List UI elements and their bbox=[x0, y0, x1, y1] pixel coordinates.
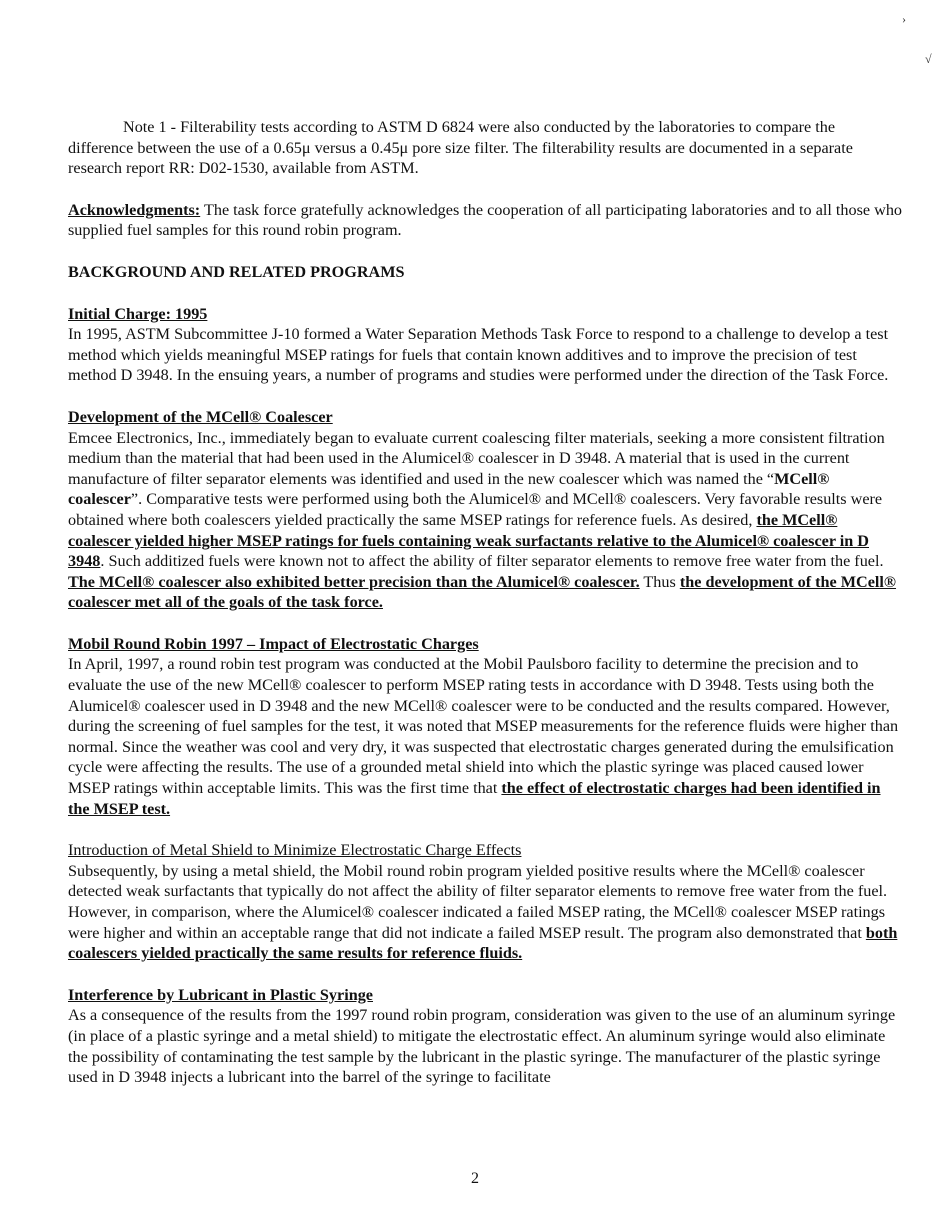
mobil-heading: Mobil Round Robin 1997 – Impact of Electrostatic Charges bbox=[68, 634, 479, 653]
acknowledgments-label: Acknowledgments: bbox=[68, 200, 201, 219]
development-heading: Development of the MCell® Coalescer bbox=[68, 407, 333, 426]
development-text bbox=[68, 428, 904, 613]
interference-text: As a consequence of the results from the 1997 round robin program, consideration was given to the use of an aluminum syringe (in place of a plastic syringe and a metal shield) to mitigate the electrostatic effect. An aluminum syringe would also eliminate the possibility of contaminating the test sample by the lubricant in the plastic syringe. The manufacturer of the plastic syringe used in D 3948 injects a lubricant into the barrel of the syringe to facilitate bbox=[68, 1006, 896, 1087]
shield-emphasis: both coalescers yielded practically the same results for reference fluids. bbox=[68, 923, 898, 963]
mobil-section bbox=[68, 634, 904, 819]
mobil-text-1: In April, 1997, a round robin test program was conducted at the Mobil Paulsboro facility to determine the precision and to evaluate the use of the new MCell® coalescer to perform MSEP rating tests in accordance with D 3948. Tests using both the Alumicel® coalescer used in D 3948 and the new MCell® coalescer were to be conducted and the results compared. However, during the screening of fuel samples for the test, it was noted that MSEP measurements for the reference fluids were higher than normal. Since the weather was cool and very dry, it was suspected that electrostatic charges generated during the emulsification cycle were affecting the results. The use of a grounded metal shield into which the plastic syringe was placed caused lower MSEP ratings within acceptable limits. This was the first time that bbox=[68, 655, 899, 798]
mobil-emphasis: the effect of electrostatic charges had been identified in the MSEP test. bbox=[68, 779, 881, 818]
interference-section bbox=[68, 985, 904, 1088]
margin-mark: › bbox=[902, 12, 906, 26]
initial-charge-heading: Initial Charge: 1995 bbox=[68, 304, 208, 323]
shield-heading: Introduction of Metal Shield to Minimize Electrostatic Charge Effects bbox=[68, 841, 522, 860]
initial-charge-text: In 1995, ASTM Subcommittee J-10 formed a Water Separation Methods Task Force to respond to a challenge to develop a test method which yields meaningful MSEP ratings for fuels that contain known additives and to improve the precision of test method D 3948. In the ensuing years, a number of programs and studies were performed under the direction of the Task Force. bbox=[68, 325, 889, 385]
development-text-1: Emcee Electronics, Inc., immediately began to evaluate current coalescing filter materials, seeking a more consistent filtration medium than the material that had been used in the Alumicel® coalescer in D 3948. A material that is used in the current manufacture of filter separator elements was identified and used in the new coalescer which was named the “ bbox=[68, 428, 885, 488]
initial-charge-section bbox=[68, 304, 904, 386]
page-number: 2 bbox=[471, 1170, 479, 1187]
interference-heading: Interference by Lubricant in Plastic Syringe bbox=[68, 985, 373, 1004]
shield-text bbox=[68, 861, 904, 964]
note-paragraph: Note 1 - Filterability tests according to ASTM D 6824 were also conducted by the laboratories to compare the difference between the use of a 0.65μ versus a 0.45μ pore size filter. The filterability results are documented in a separate research report RR: D02-1530, available from ASTM. bbox=[68, 118, 853, 178]
mcell-coalescer-name: MCell® coalescer bbox=[68, 469, 830, 509]
development-emphasis-2: The MCell® coalescer also exhibited better precision than the Alumicel® coalescer. bbox=[68, 572, 640, 591]
shield-text-1: Subsequently, by using a metal shield, the Mobil round robin program yielded positive results where the MCell® coalescer detected weak surfactants that typically do not affect the ability of filter separator elements to remove free water from the fuel. However, in comparison, where the Alumicel® coalescer indicated a failed MSEP rating, the MCell® coalescer MSEP ratings were higher and within an acceptable range that did not indicate a failed MSEP result. The program also demonstrated that bbox=[68, 861, 888, 942]
development-text-3: . Such additized fuels were known not to affect the ability of filter separator elements to remove free water from the fuel. bbox=[100, 552, 884, 571]
development-text-2: ”. Comparative tests were performed using both the Alumicel® and MCell® coalescers. Very favorable results were obtained where both coalescers yielded practically the same MSEP ratings for reference fuels. As desired, bbox=[68, 490, 883, 529]
acknowledgments-text: The task force gratefully acknowledges the cooperation of all participating laboratories and to all those who supplied fuel samples for this round robin program. bbox=[68, 200, 903, 240]
development-emphasis-3: the development of the MCell® coalescer met all of the goals of the task force. bbox=[68, 572, 897, 612]
development-text-4: Thus bbox=[639, 572, 680, 591]
acknowledgments-paragraph bbox=[68, 200, 904, 241]
development-emphasis-1: the MCell® coalescer yielded higher MSEP ratings for fuels containing weak surfactants relative to the Alumicel® coalescer in D 3948 bbox=[68, 510, 869, 571]
development-section bbox=[68, 407, 904, 613]
mobil-text bbox=[68, 654, 904, 819]
section-heading: BACKGROUND AND RELATED PROGRAMS bbox=[68, 262, 405, 281]
document-body bbox=[68, 117, 904, 1088]
margin-checkmark: √ bbox=[925, 52, 932, 66]
shield-section bbox=[68, 840, 904, 964]
